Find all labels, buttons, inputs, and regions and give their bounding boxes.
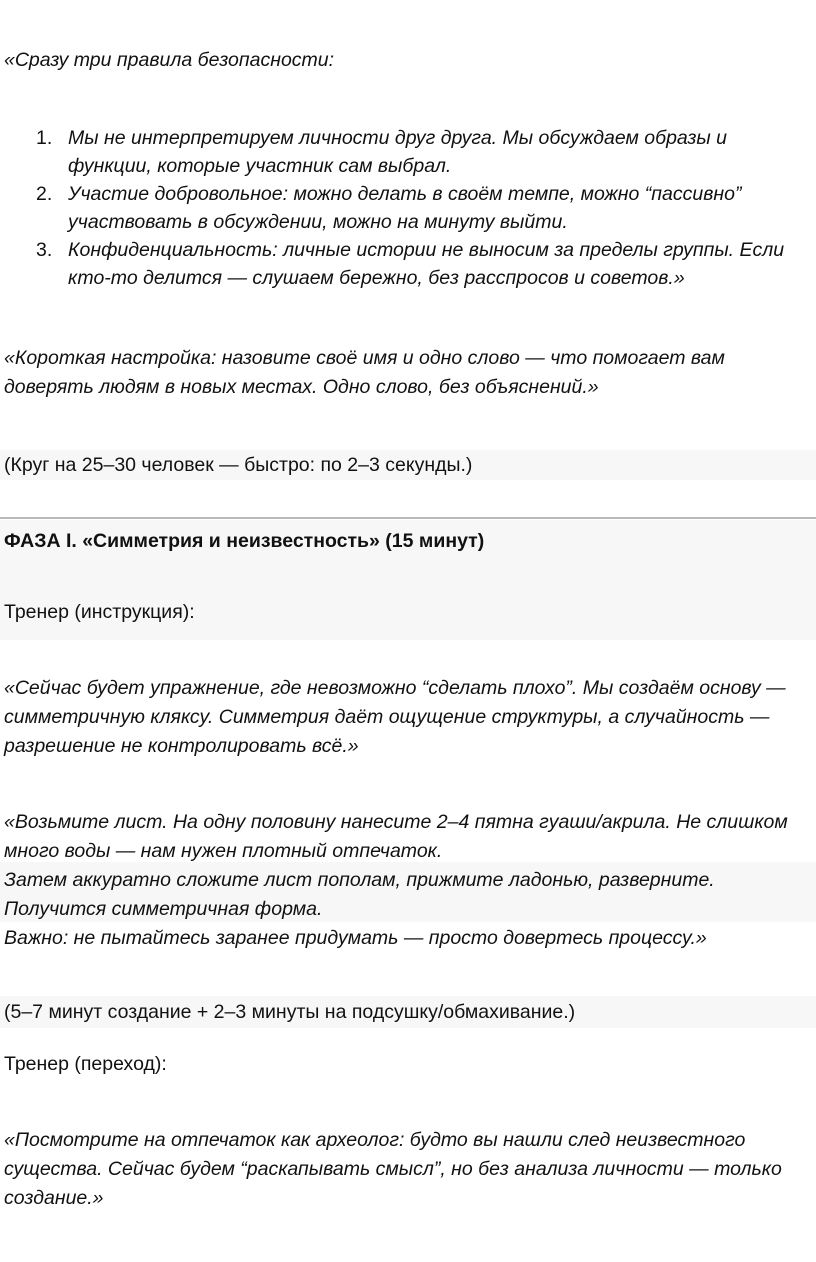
- section-divider: [0, 517, 816, 519]
- rule-text: Конфиденциальность: личные истории не выносим за пределы группы. Если кто-то делится — слушаем бережно, без расспросов и советов.»: [68, 239, 785, 289]
- take-sheet-line-3: Важно: не пытайтесь заранее придумать — просто довертесь процессу.»: [4, 927, 707, 949]
- list-number: 2.: [36, 183, 53, 205]
- rule-text: Мы не интерпретируем личности друг друга. Мы обсуждаем образы и функции, которые участник сам выбрал.: [68, 127, 728, 177]
- take-sheet-line-1: «Возьмите лист. На одну половину нанесите 2–4 пятна гуаши/акрила. Не слишком много воды — нам нужен плотный отпечаток.: [4, 811, 788, 862]
- list-item: [4, 236, 808, 292]
- phase-title: ФАЗА I. «Симметрия и неизвестность» (15 минут): [4, 530, 485, 552]
- trainer-instruction-label: Тренер (инструкция):: [4, 601, 195, 623]
- trainer-transition-label: Тренер (переход):: [4, 1053, 167, 1075]
- tuning-quote: «Короткая настройка: назовите своё имя и одно слово — что помогает вам доверять людям в новых местах. Одно слово, без объяснений.»: [4, 347, 725, 398]
- list-item: [4, 124, 808, 180]
- exercise-quote: «Сейчас будет упражнение, где невозможно “сделать плохо”. Мы создаём основу — симметричную кляксу. Симметрия даёт ощущение структуры, а случайность — разрешение не контролировать всё.»: [4, 677, 786, 757]
- safety-rules-list: [4, 124, 808, 292]
- rule-text: Участие добровольное: можно делать в своём темпе, можно “пассивно” участвовать в обсуждении, можно на минуту выйти.: [68, 183, 742, 233]
- intro-line: «Сразу три правила безопасности:: [4, 49, 335, 71]
- list-number: 3.: [36, 239, 53, 261]
- archaeologist-quote: «Посмотрите на отпечаток как археолог: будто вы нашли след неизвестного существа. Сейчас будем “раскапывать смысл”, но без анализа личности — только создание.»: [4, 1129, 782, 1209]
- list-number: 1.: [36, 127, 53, 149]
- circle-note: (Круг на 25–30 человек — быстро: по 2–3 секунды.): [4, 454, 473, 476]
- timing-note: (5–7 минут создание + 2–3 минуты на подсушку/обмахивание.): [4, 1001, 576, 1023]
- take-sheet-line-2: Затем аккуратно сложите лист пополам, прижмите ладонью, разверните. Получится симметричная форма.: [4, 869, 715, 920]
- list-item: [4, 180, 808, 236]
